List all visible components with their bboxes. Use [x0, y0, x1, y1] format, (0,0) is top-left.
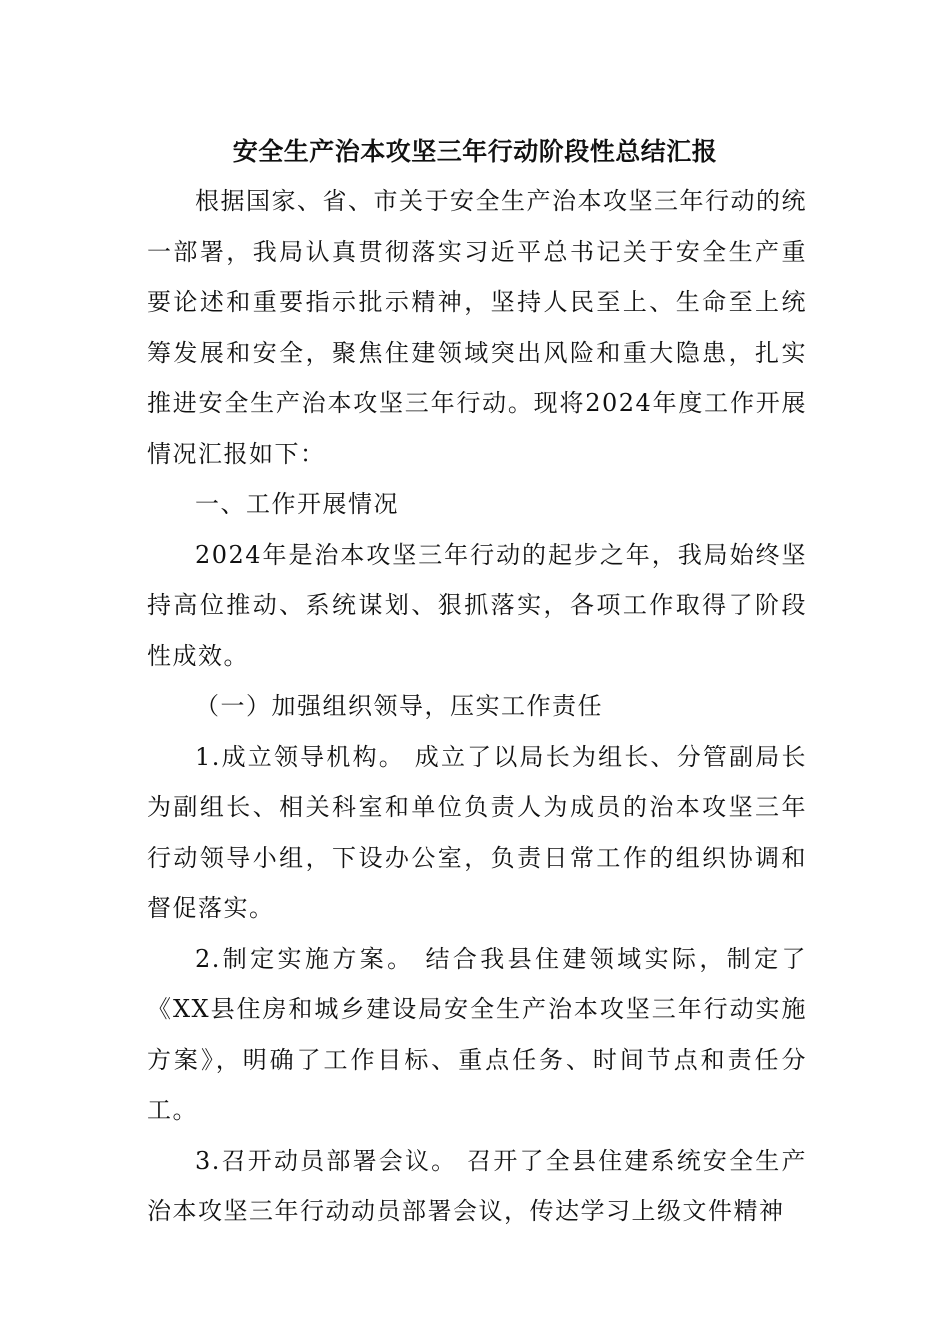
intro-paragraph: 根据国家、省、市关于安全生产治本攻坚三年行动的统一部署，我局认真贯彻落实习近平总书记关于安全生产重要论述和重要指示批示精神，坚持人民至上、生命至上统筹发展和安全，聚焦住建领域突出风险和重大隐患，扎实推进安全生产治本攻坚三年行动。现将2024年度工作开展情况汇报如下：	[147, 187, 807, 468]
section-heading-1: 一、工作开展情况	[195, 490, 399, 518]
document-title: 安全生产治本攻坚三年行动阶段性总结汇报	[232, 137, 718, 166]
section-intro-paragraph: 2024年是治本攻坚三年行动的起步之年，我局始终坚持高位推动、系统谋划、狠抓落实，各项工作取得了阶段性成效。	[147, 540, 807, 670]
item-paragraph-3: 3.召开动员部署会议。 召开了全县住建系统安全生产治本攻坚三年行动动员部署会议，传达学习上级文件精神	[147, 1146, 807, 1225]
subsection-heading-1: （一）加强组织领导，压实工作责任	[195, 692, 603, 720]
item-paragraph-1: 1.成立领导机构。 成立了以局长为组长、分管副局长为副组长、相关科室和单位负责人为成员的治本攻坚三年行动领导小组，下设办公室，负责日常工作的组织协调和督促落实。	[147, 742, 807, 922]
item-paragraph-2: 2.制定实施方案。 结合我县住建领域实际，制定了《XX县住房和城乡建设局安全生产治本攻坚三年行动实施方案》，明确了工作目标、重点任务、时间节点和责任分工。	[147, 944, 807, 1124]
document-body	[147, 176, 807, 1237]
